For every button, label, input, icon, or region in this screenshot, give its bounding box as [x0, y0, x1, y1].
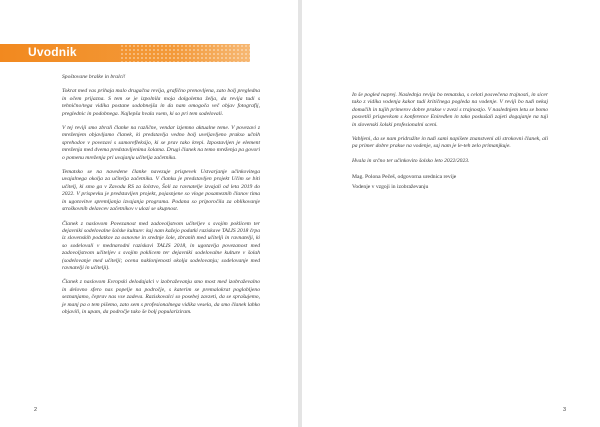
paragraph: Tematsko se na navedene članke navezuje prispevek Ustvarjanje učinkovitega uvajalnega okolja za učitelja začetnika. V članku je predstavljen projekt Učim se biti učitelj, ki smo ga v Zavodu RS za šolstvo, Šoli za ravnatelje izvajali od leta 2019 do 2022. V prispevku je predstavljen projekt, pojasnjene so vloge posameznih članov tima in ugotovitve spremljanja izvajanja programa. Podana so priporočila za oblikovanje stroškovnih delavcev začetnikov v ulozi se skupnost. — [62, 169, 260, 213]
left-text-column — [62, 74, 260, 323]
signature-block — [352, 174, 548, 191]
page-number: 2 — [34, 407, 38, 413]
paragraph: In še pogled naprej. Naslednja revija bo tematska, s celoti posvečena trajnosti, in sicer tako z vidika vodenja kakor tudi kritičnega pogleda na vodenje. V reviji bo tudi nekaj domačih in tujih primerov dobre prakse v zvezi s trajnostjo. V naslednjem letu se bomo posvetili prispevkom s konference Eniredlen in tako poskušali zajeti dogajanje na tuji in slovenski šolski profesionalni sceni. — [352, 92, 548, 128]
page-number: 3 — [562, 407, 566, 413]
section-banner — [0, 44, 250, 62]
right-page — [302, 0, 600, 427]
left-page — [0, 0, 298, 427]
paragraph: Hvala in srčno ter učinkovito šolsko leto 2022/2023. — [352, 157, 470, 164]
banner-dot-pattern — [120, 44, 250, 62]
signature-name: Mag. Polona Pečeš, odgovorna urednica revije — [352, 174, 457, 181]
paragraph: V tej reviji smo zbrali članke na različne, vendar izjemno aktualne teme. V povezavi z mreženjem objavljamo članek, ki predstavlja vedno bolj uveljavljeno prakso učnih sprehodov v povezavi s samorefleksijo, ki se prav tako krepi. Izpostavljen je element mreženja med dvema predstavljenima šolama. Drugi članek na temo mreženja pa govori o pomenu mreženja pri uvajanju učitelja začetnika. — [62, 125, 260, 161]
greeting: Spoštovane bralke in bralci! — [62, 74, 126, 80]
section-title: Uvodnik — [28, 45, 77, 59]
paragraph: Tokrat med vas prihaja malo drugačna revija, grafično prenovljena, zato bolj pregledna in očem prijazna. S tem se je izpolnila moja dolgoletna želja, da revija tudi s tehnično/tega vidika postane sodobnejša in da nam omogoča več objav fotografij, preglednic in podobnega. Najlepša hvala vsem, ki so pri tem sodelovali. — [62, 88, 260, 117]
signature-title: Vodenje v vzgoji in izobraževanju — [352, 183, 429, 190]
paragraph: Članek z naslovom Evropski delodajalci v izobraževanju smo most med izobraževalno in delovno sfero nas popelje na področje, s katerim se premalokrat poglobljeno seznanjamo, čeprav nas vse zadeva. Raziskovalci so posebej zavzeti, da se sprašujemo, je manj pa o tem pišemo, zato sem s profesionalnega vidika vesela, da smo članek lahko objavili, in upam, da področje tako še bolj populariziram. — [62, 279, 260, 315]
right-text-column — [352, 92, 548, 193]
paragraph: Vabljeni, da se nam pridružite in tudi sami napišete znanstveni ali strokovni članek, ali pa primer dobre prakse na vodenje, saj nam je le-teh zelo primanjkuje. — [352, 136, 548, 150]
paragraph: Članek z naslovom Povezanost med zadovoljstvom učiteljev s svojim poklicem ter dejavniki sodelovalne šolske kulture: kaj nam kažejo podatki raziskave TALIS 2018 črpa iz slovenskih podatkov za osnovne in srednje šole, zbranih med učitelji in ravnatelji, ki so sodelovali v mednarodni raziskavi TALIS 2018, in ugotavlja povezanost med zadovoljstvom učiteljev s svojim poklicem ter dejavniki sodelovalne kulture v šolah (sodelovanje med učitelji; ocena naklonjenosti okolja sodelovanju; sodelovanje med ravnatelji in učitelji). — [62, 220, 260, 271]
